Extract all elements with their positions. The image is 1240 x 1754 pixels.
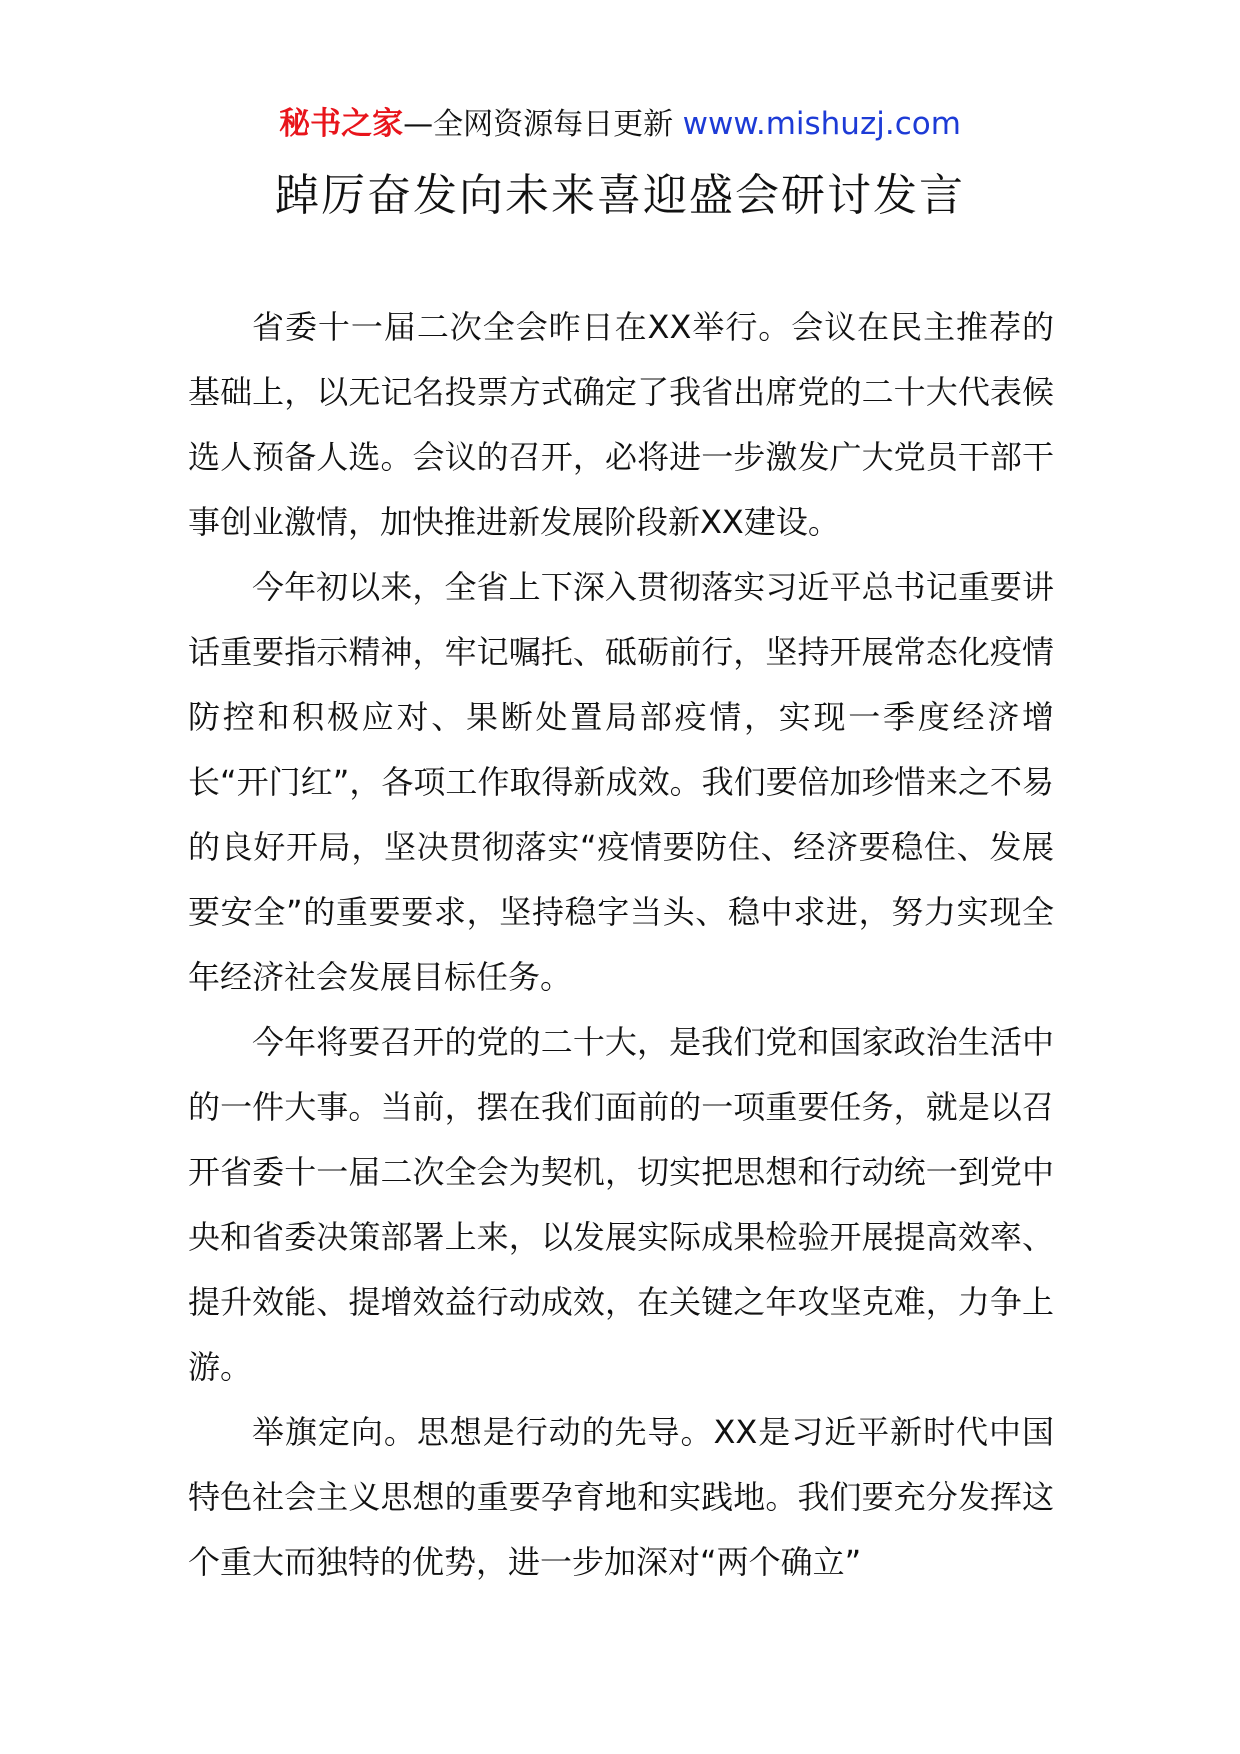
paragraph-4: 举旗定向。思想是行动的先导。XX是习近平新时代中国特色社会主义思想的重要孕育地和实践地。我们要充分发挥这个重大而独特的优势，进一步加深对“两个确立”: [188, 1413, 1054, 1581]
brand-name: 秘书之家: [279, 106, 404, 142]
paragraph-2: 今年初以来，全省上下深入贯彻落实习近平总书记重要讲话重要指示精神，牢记嘱托、砥砺前行，坚持开展常态化疫情防控和积极应对、果断处置局部疫情，实现一季度经济增长“开门红”，各项工作取得新成效。我们要倍加珍惜来之不易的良好开局，坚决贯彻落实“疫情要防住、经济要稳住、发展要安全”的重要要求，坚持稳字当头、稳中求进，努力实现全年经济社会发展目标任务。: [188, 568, 1054, 996]
document-title: 踔厉奋发向未来喜迎盛会研讨发言: [275, 170, 965, 221]
site-header: [0, 104, 1240, 145]
document-body: [188, 295, 1054, 1595]
paragraph-1: 省委十一届二次全会昨日在XX举行。会议在民主推荐的基础上，以无记名投票方式确定了我省出席党的二十大代表候选人预备人选。会议的召开，必将进一步激发广大党员干部干事创业激情，加快推进新发展阶段新XX建设。: [188, 308, 1054, 541]
paragraph-3: 今年将要召开的党的二十大，是我们党和国家政治生活中的一件大事。当前，摆在我们面前的一项重要任务，就是以召开省委十一届二次全会为契机，切实把思想和行动统一到党中央和省委决策部署上来，以发展实际成果检验开展提高效率、提升效能、提增效益行动成效，在关键之年攻坚克难，力争上游。: [188, 1023, 1054, 1386]
site-url[interactable]: www.mishuzj.com: [682, 106, 961, 142]
header-slogan: —全网资源每日更新: [403, 107, 674, 142]
